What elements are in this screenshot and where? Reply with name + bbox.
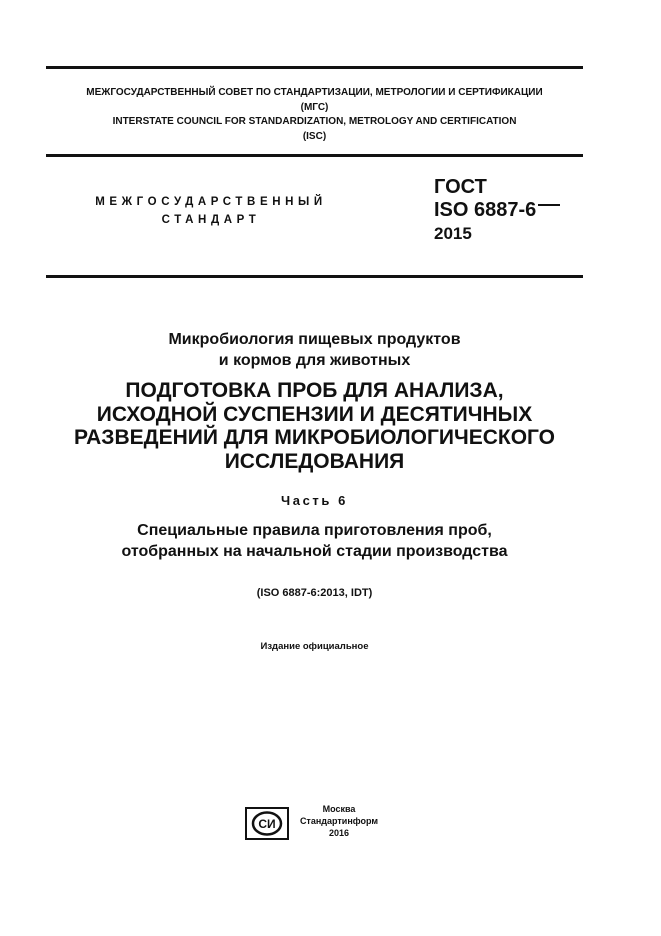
subtitle-line2: и кормов для животных: [218, 352, 411, 369]
council-header: [46, 86, 583, 144]
iso-reference: (ISO 6887-6:2013, IDT): [256, 587, 373, 599]
council-en-abbr: (ISC): [302, 130, 327, 142]
standard-type-line1: МЕЖГОСУДАРСТВЕННЫЙ: [95, 196, 327, 208]
top-rule: [46, 66, 583, 69]
gost-year: 2015: [434, 224, 472, 243]
part-title-line2: отобранных на начальной стадии производства: [121, 543, 508, 560]
gost-dash: [538, 204, 560, 206]
publisher-year: 2016: [328, 828, 350, 838]
title-line3: РАЗВЕДЕНИЙ ДЛЯ МИКРОБИОЛОГИЧЕСКОГО: [73, 426, 555, 449]
part-title: [46, 520, 583, 562]
standard-type-line2: СТАНДАРТ: [161, 214, 261, 226]
subtitle-line1: Микробиология пищевых продуктов: [168, 331, 461, 348]
publisher-info: [294, 803, 384, 839]
part-title-line1: Специальные правила приготовления проб,: [137, 522, 492, 539]
standard-type: [46, 193, 376, 229]
council-ru: МЕЖГОСУДАРСТВЕННЫЙ СОВЕТ ПО СТАНДАРТИЗАЦИИ, МЕТРОЛОГИИ И СЕРТИФИКАЦИИ: [86, 87, 543, 98]
standartinform-logo-icon: [245, 807, 289, 840]
document-title: [46, 379, 583, 473]
title-line4: ИССЛЕДОВАНИЯ: [224, 449, 405, 473]
header-rule: [46, 154, 583, 157]
gost-designation: [434, 176, 560, 245]
gost-number: ISO 6887-6: [434, 199, 537, 221]
gost-label: ГОСТ: [434, 176, 487, 198]
edition-note: Издание официальное: [260, 641, 369, 652]
logo-text: СИ: [258, 817, 276, 831]
council-en: INTERSTATE COUNCIL FOR STANDARDIZATION, METROLOGY AND CERTIFICATION: [112, 116, 517, 127]
title-line2: ИСХОДНОЙ СУСПЕНЗИИ И ДЕСЯТИЧНЫХ: [96, 402, 533, 426]
title-line1: ПОДГОТОВКА ПРОБ ДЛЯ АНАЛИЗА,: [125, 379, 504, 402]
document-subtitle: [46, 329, 583, 371]
publisher-city: Москва: [322, 804, 356, 814]
publisher-name: Стандартинформ: [299, 816, 379, 826]
designation-rule: [46, 275, 583, 278]
council-ru-abbr: (МГС): [300, 101, 329, 113]
part-number: Часть 6: [281, 493, 348, 508]
